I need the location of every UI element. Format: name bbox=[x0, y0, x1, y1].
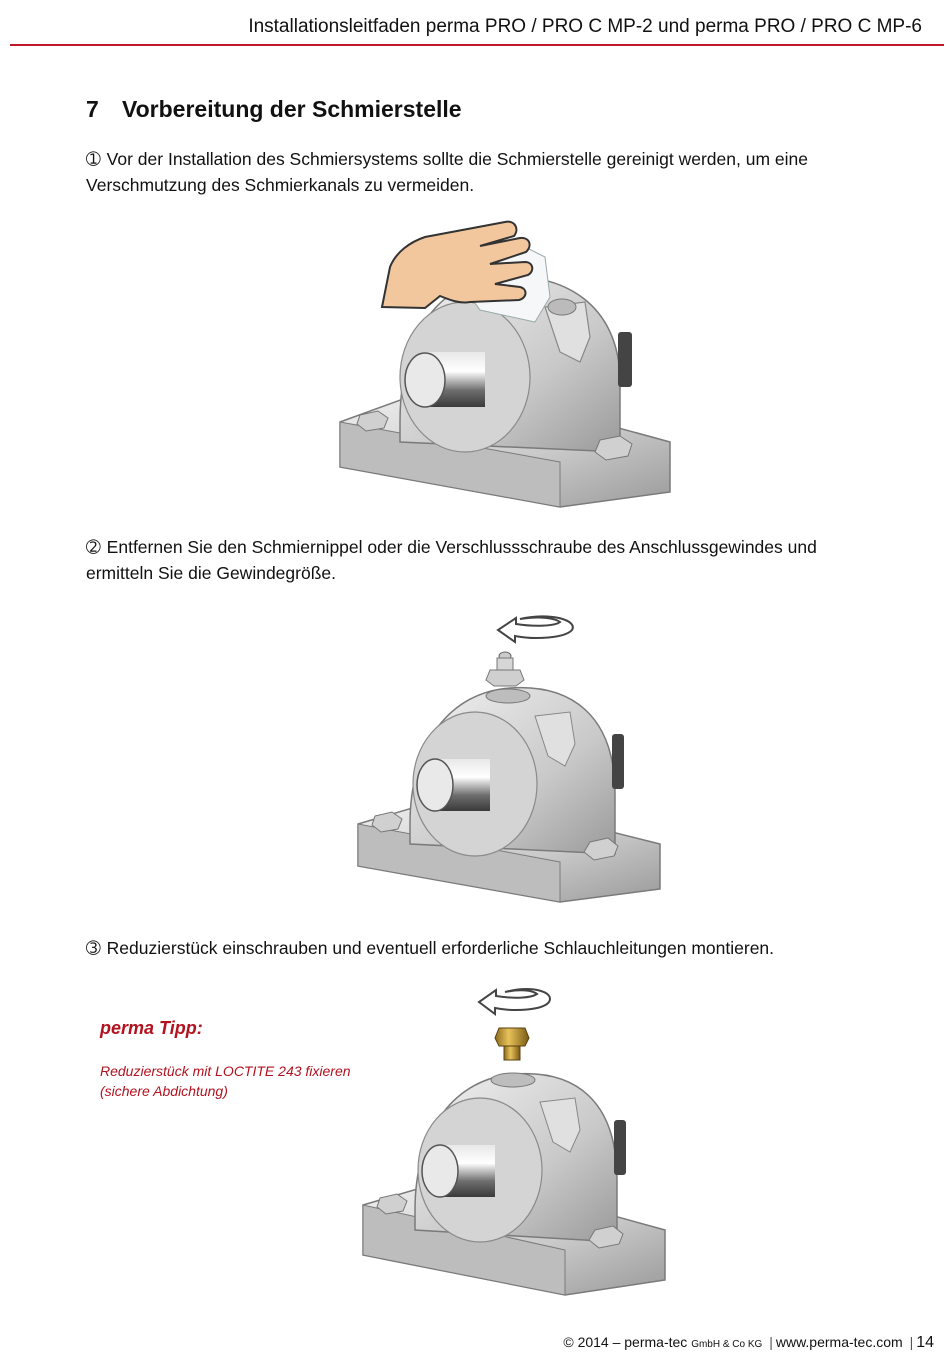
tip-line-2: (sichere Abdichtung) bbox=[100, 1083, 228, 1099]
section-number: 7 bbox=[86, 96, 99, 122]
section-heading bbox=[86, 96, 462, 123]
bearing-housing bbox=[363, 1073, 665, 1295]
grease-nipple bbox=[486, 652, 524, 686]
step-3 bbox=[86, 935, 886, 961]
cleaning-illustration bbox=[330, 212, 680, 512]
section-title: Vorbereitung der Schmierstelle bbox=[122, 96, 462, 122]
tip-line-1: Reduzierstück mit LOCTITE 243 fixieren bbox=[100, 1063, 351, 1079]
footer-website[interactable]: www.perma-tec.com bbox=[775, 1334, 903, 1350]
rotate-arrow-icon bbox=[479, 989, 550, 1014]
step-2-text: Entfernen Sie den Schmiernippel oder die Verschlussschraube des Anschlussgewindes und ermitteln Sie die Gewindegröße. bbox=[86, 537, 817, 583]
bearing-housing bbox=[358, 688, 660, 902]
step-1 bbox=[86, 146, 886, 198]
step-3-marker: ➂ bbox=[86, 938, 101, 958]
footer-copyright: © 2014 – perma-tec bbox=[563, 1334, 688, 1350]
reducer-fitting bbox=[495, 1028, 529, 1060]
step-2-marker: ➁ bbox=[86, 537, 101, 557]
step-1-text: Vor der Installation des Schmiersystems sollte die Schmierstelle gereinigt werden, um eine Verschmutzung des Schmierkanals zu vermeiden. bbox=[86, 149, 808, 195]
footer-company-suffix: GmbH & Co KG bbox=[691, 1339, 763, 1350]
install-reducer-illustration bbox=[355, 980, 675, 1310]
page-number: 14 bbox=[916, 1334, 934, 1351]
shaft bbox=[422, 1145, 495, 1197]
rotate-arrow-icon bbox=[498, 616, 573, 642]
shaft bbox=[405, 352, 485, 407]
tip-title: perma Tipp: bbox=[100, 1018, 203, 1038]
document-header-title: Installationsleitfaden perma PRO / PRO C MP-2 und perma PRO / PRO C MP-6 bbox=[248, 16, 922, 37]
page-footer bbox=[563, 1334, 934, 1352]
remove-nipple-illustration bbox=[350, 604, 670, 904]
header-divider bbox=[10, 44, 944, 46]
footer-separator: | bbox=[769, 1334, 773, 1350]
step-3-text: Reduzierstück einschrauben und eventuell erforderliche Schlauchleitungen montieren. bbox=[106, 938, 775, 958]
step-1-marker: ➀ bbox=[86, 149, 101, 169]
hand-icon bbox=[382, 222, 532, 308]
footer-separator: | bbox=[909, 1334, 914, 1350]
shaft bbox=[417, 759, 490, 811]
step-2 bbox=[86, 534, 886, 586]
